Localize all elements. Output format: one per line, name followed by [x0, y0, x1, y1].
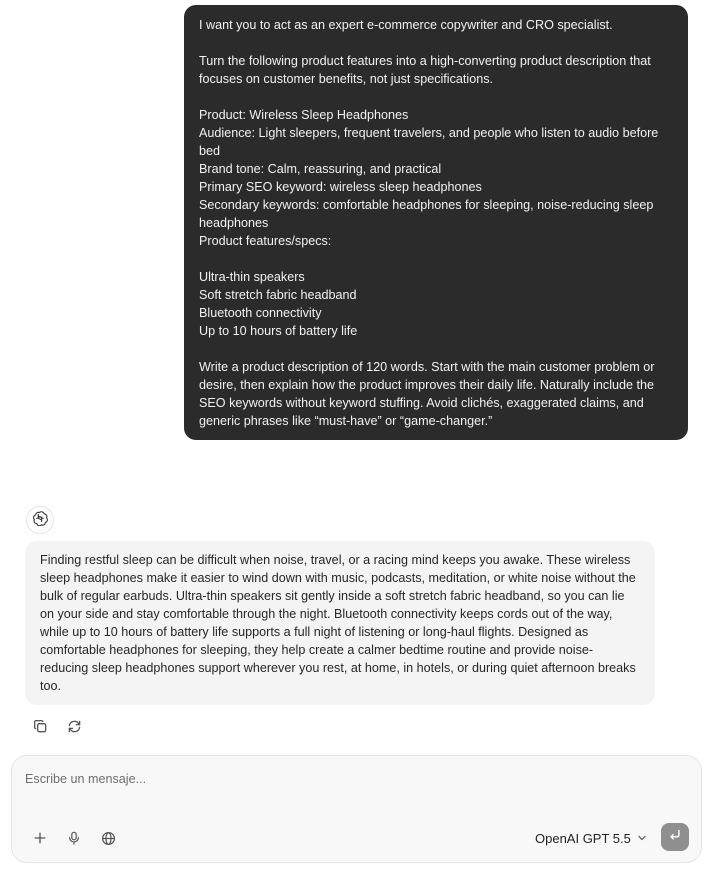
- assistant-message-bubble: [25, 541, 655, 705]
- copy-icon[interactable]: [30, 716, 50, 736]
- user-message-text: I want you to act as an expert e-commerce copywriter and CRO specialist. Turn the following product features into a high-converting product description that focuses on customer benefits, not just specifications. Product: Wireless Sleep Headphones Audience: Light sleepers, frequent travelers, and people who listen to audio before bed Brand tone: Calm, reassuring, and practical Primary SEO keyword: wireless sleep headphones Secondary keywords: comfortable headphones for sleeping, noise-reducing sleep headphones Product features/specs: Ultra-thin speakers Soft stretch fabric headband Bluetooth connectivity Up to 10 hours of battery life Write a product description of 120 words. Start with the main customer problem or desire, then explain how the product improves their daily life. Naturally include the SEO keywords without keyword stuffing. Avoid clichés, exaggerated claims, and generic phrases like “must-have” or “game-changer.”: [199, 18, 659, 428]
- user-message-bubble: [184, 5, 688, 440]
- openai-logo-icon: [32, 510, 48, 531]
- send-enter-icon: [668, 828, 682, 847]
- assistant-avatar: [26, 506, 54, 534]
- chevron-down-icon: [637, 831, 647, 846]
- send-button[interactable]: [661, 823, 689, 851]
- message-composer: [11, 755, 702, 863]
- regenerate-icon[interactable]: [64, 716, 84, 736]
- message-input[interactable]: [25, 768, 665, 790]
- message-actions: [30, 716, 84, 736]
- globe-icon[interactable]: [98, 828, 118, 848]
- model-name: OpenAI GPT 5.5: [535, 830, 631, 846]
- microphone-icon[interactable]: [64, 828, 84, 848]
- model-select[interactable]: [535, 828, 647, 848]
- composer-tools: [30, 828, 118, 848]
- assistant-message-text: Finding restful sleep can be difficult when noise, travel, or a racing mind keeps you awake. These wireless sleep headphones make it easier to wind down with music, podcasts, meditation, or white noise without the bulk of regular earbuds. Ultra-thin speakers sit gently inside a soft stretch fabric headband, so you can lie on your side and stay comfortable through the night. Bluetooth connectivity keeps cords out of the way, while up to 10 hours of battery life supports a full night of listening or long-haul flights. Designed as comfortable headphones for sleeping, they help create a calmer bedtime routine and provide noise-reducing sleep headphones support wherever you rest, at home, in hotels, or during quiet afternoon breaks too.: [40, 553, 636, 693]
- plus-icon[interactable]: [30, 828, 50, 848]
